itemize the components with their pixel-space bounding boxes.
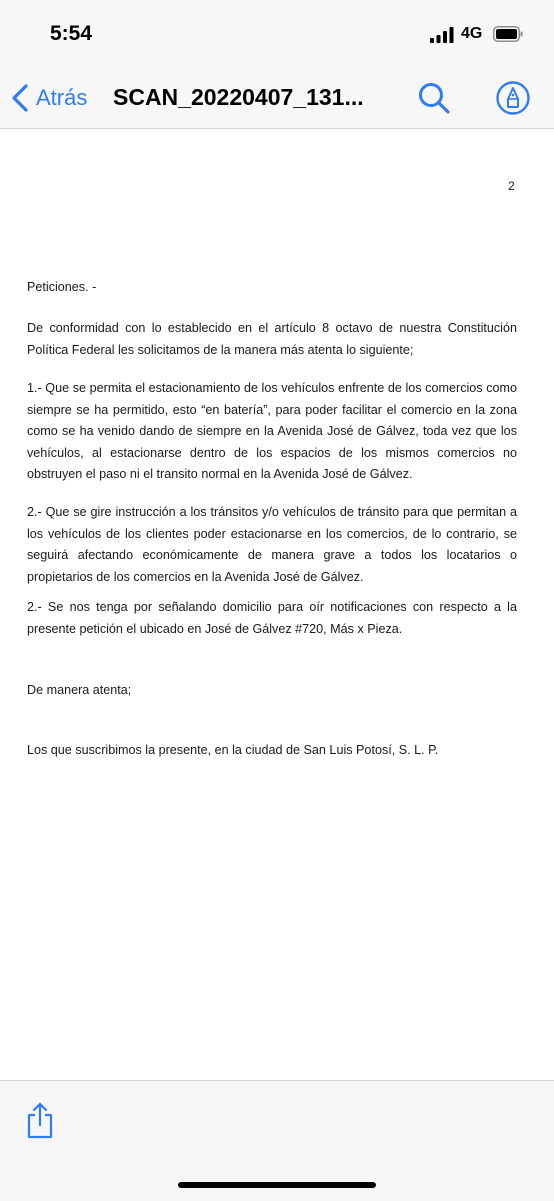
markup-pen-icon [495, 80, 531, 116]
navigation-bar [0, 70, 554, 129]
back-button[interactable] [10, 80, 87, 116]
petition-2-paragraph: 2.- Que se gire instrucción a los tránsitos y/o vehículos de tránsito para que permitan a los vehículos de los clientes poder estacionarse en los comercios, de lo contrario, se seguirá afectando económicamente de manera grave a todos los locatarios o propietarios de los comercios en la Avenida José de Gálvez. [27, 505, 517, 584]
battery-icon [493, 26, 523, 42]
document-page[interactable] [0, 129, 554, 1080]
chevron-left-icon [10, 83, 30, 113]
search-icon [416, 80, 452, 116]
signal-strength-icon [430, 27, 454, 43]
closing-phrase: De manera atenta; [27, 683, 132, 697]
home-indicator [178, 1182, 376, 1188]
share-icon [24, 1101, 56, 1141]
petitions-heading: Peticiones. - [27, 280, 97, 294]
petition-3-paragraph: 2.- Se nos tenga por señalando domicilio para oír notificaciones con respecto a la presente petición el ubicado en José de Gálvez #720, Más x Pieza. [27, 600, 517, 636]
intro-paragraph: De conformidad con lo establecido en el artículo 8 octavo de nuestra Constitución Política Federal les solicitamos de la manera más atenta lo siguiente; [27, 321, 517, 357]
bottom-toolbar [0, 1080, 554, 1201]
network-type: 4G [461, 25, 483, 42]
share-button[interactable] [24, 1101, 56, 1141]
petition-1-paragraph: 1.- Que se permita el estacionamiento de los vehículos enfrente de los comercios como siempre se ha permitido, esto “en batería”, para poder facilitar el comercio en la zona como se ha venido dando de siempre en la Avenida José de Gálvez, toda vez que los vehículos, al estacionarse dentro de los espacios de los mismos comercios no obstruyen el paso ni el transito normal en la Avenida José de Gálvez. [27, 381, 517, 481]
document-title: SCAN_20220407_131... [113, 84, 364, 110]
status-bar [0, 0, 554, 70]
markup-button[interactable] [495, 80, 531, 116]
page-number: 2 [508, 179, 515, 193]
status-time: 5:54 [50, 22, 93, 45]
signatories-line: Los que suscribimos la presente, en la ciudad de San Luis Potosí, S. L. P. [27, 743, 439, 757]
back-label: Atrás [36, 85, 88, 110]
search-button[interactable] [416, 80, 452, 116]
